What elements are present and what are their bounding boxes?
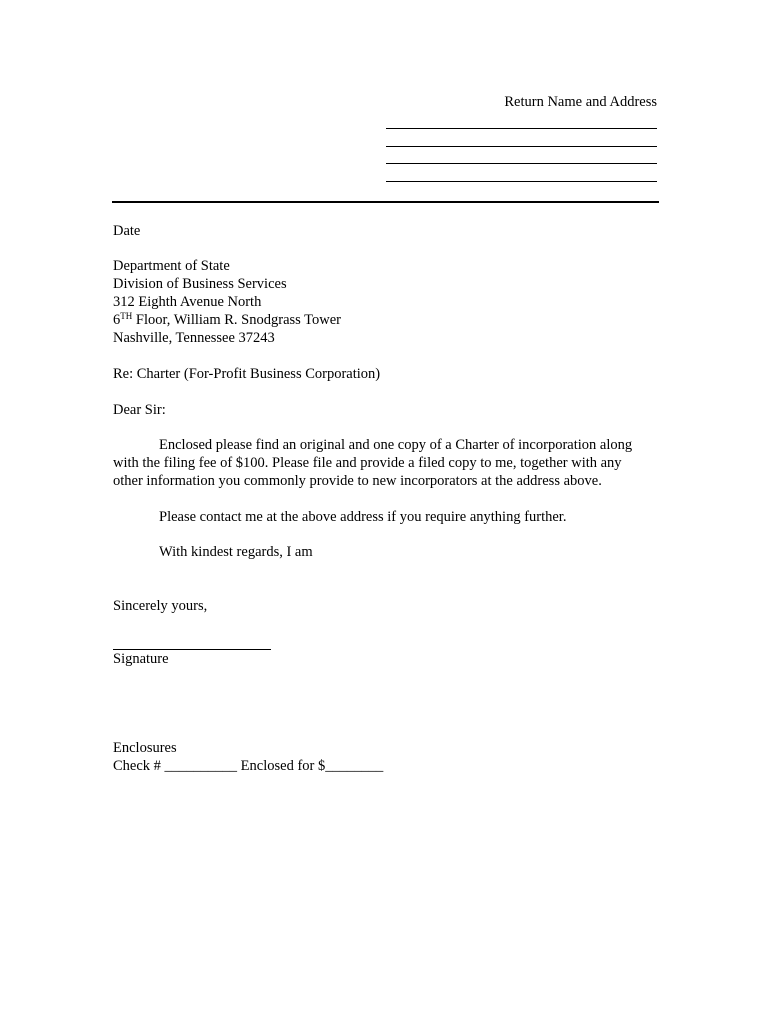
closing: Sincerely yours, [113,598,208,614]
paragraph-1-line-1: Enclosed please find an original and one copy of a Charter of incorporation along [159,437,633,453]
return-address-line-3[interactable] [386,163,657,164]
recipient-line-3: 312 Eighth Avenue North [113,294,262,310]
paragraph-1-line-3: other information you commonly provide to new incorporators at the address above. [113,473,602,489]
floor-rest: Floor, William R. Snodgrass Tower [132,312,341,328]
return-address-line-4[interactable] [386,181,657,182]
recipient-line-5: Nashville, Tennessee 37243 [113,330,275,346]
salutation: Dear Sir: [113,402,166,418]
re-line: Re: Charter (For-Profit Business Corporation) [113,366,381,382]
check-line: Check # __________ Enclosed for $________ [113,758,384,774]
recipient-line-4 [113,313,341,328]
floor-ordinal: TH [120,311,133,321]
recipient-line-2: Division of Business Services [113,276,287,292]
header-divider [112,201,659,203]
date-label: Date [113,223,141,239]
return-address-title: Return Name and Address [504,94,657,110]
signature-label: Signature [113,651,169,667]
recipient-line-1: Department of State [113,258,230,274]
return-address-line-1[interactable] [386,128,657,129]
paragraph-3: With kindest regards, I am [159,544,313,560]
paragraph-1-line-2: with the filing fee of $100. Please file and provide a filed copy to me, together with any [113,455,622,471]
paragraph-2: Please contact me at the above address if you require anything further. [159,509,567,525]
floor-number: 6 [113,312,121,328]
enclosures-label: Enclosures [113,740,177,756]
signature-line[interactable] [113,649,271,650]
return-address-line-2[interactable] [386,146,657,147]
